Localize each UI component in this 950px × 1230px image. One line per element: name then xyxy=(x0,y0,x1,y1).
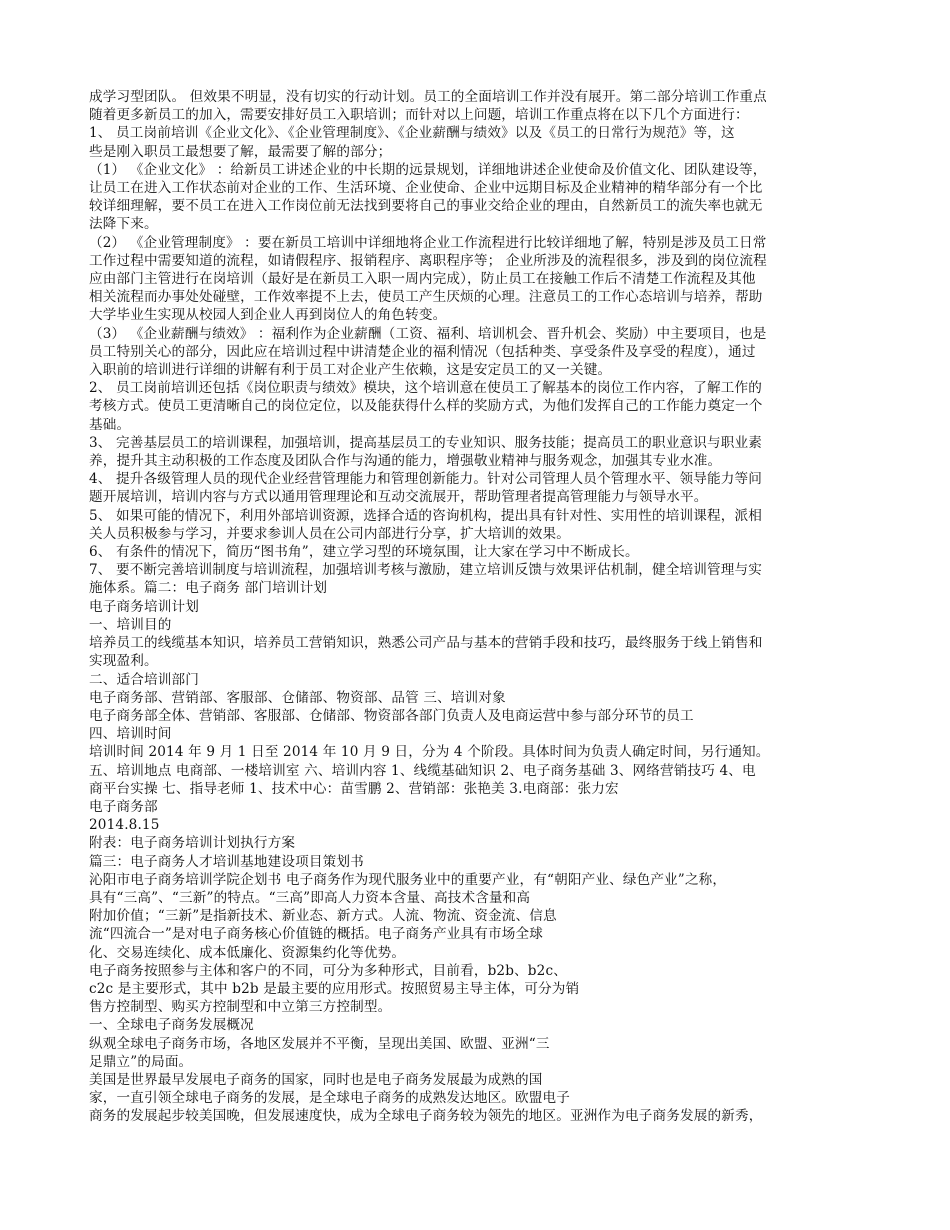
text-line: 纵观全球电子商务市场，各地区发展并不平衡，呈现出美国、欧盟、亚洲“三 xyxy=(89,1035,550,1052)
text-line: 较详细理解，要不员工在进入工作岗位前无法找到要将自己的事业交给企业的理由，自然新员工的流失率也就无 xyxy=(89,198,763,215)
text-line: 相关流程而办事处处碰壁，工作效率提不上去，使员工产生厌烦的心理。注意员工的工作心态培训与培养，帮助 xyxy=(89,289,763,306)
text-line: 关人员积极参与学习，并要求参训人员在公司内部进行分享，扩大培训的效果。 xyxy=(89,525,571,542)
text-line: 2014.8.15 xyxy=(89,817,160,834)
text-line: 法降下来。 xyxy=(89,216,158,233)
text-line: 大学毕业生实现从校园人到企业人再到岗位人的角色转变。 xyxy=(89,307,447,324)
text-line: 入职前的培训进行详细的讲解有利于员工对企业产生依赖，这是安定员工的又一关键。 xyxy=(89,362,612,379)
text-line: 养，提升其主动积极的工作态度及团队合作与沟通的能力，增强敬业精神与服务观念，加强其专业水准。 xyxy=(89,453,722,470)
text-line: 员工特别关心的部分，因此应在培训过程中讲清楚企业的福利情况（包括种类、享受条件及享受的程度），通过 xyxy=(89,343,756,360)
text-line: 四、培训时间 xyxy=(89,726,172,743)
text-line: 随着更多新员工的加入，需要安排好员工入职培训；而针对以上问题，培训工作重点将在以下几个方面进行： xyxy=(89,107,749,124)
text-line: （2） 《企业管理制度》 ：要在新员工培训中详细地将企业工作流程进行比较详细地了解，特别是涉及员工日常 xyxy=(89,234,767,251)
text-line: 工作过程中需要知道的流程，如请假程序、报销程序、离职程序等； 企业所涉及的流程很多，涉及到的岗位流程 xyxy=(89,252,767,269)
text-line: 售方控制型、购买方控制型和中立第三方控制型。 xyxy=(89,999,392,1016)
text-line: 附表：电子商务培训计划执行方案 xyxy=(89,835,296,852)
text-line: 应由部门主管进行在岗培训（最好是在新员工入职一周内完成），防止员工在接触工作后不清楚工作流程及其他 xyxy=(89,271,756,288)
text-line: 沁阳市电子商务培训学院企划书 电子商务作为现代服务业中的重要产业，有“朝阳产业、绿色产业”之称， xyxy=(89,871,727,888)
text-line: 附加价值；“三新”是指新技术、新业态、新方式。人流、物流、资金流、信息 xyxy=(89,908,557,925)
text-line: 电子商务部、营销部、客服部、仓储部、物资部、品管 三、培训对象 xyxy=(89,689,506,706)
text-line: 基础。 xyxy=(89,416,131,433)
text-line: 电子商务按照参与主体和客户的不同，可分为多种形式，目前看，b2b、b2c、 xyxy=(89,962,567,979)
text-line: 成学习型团队。 但效果不明显，没有切实的行动计划。员工的全面培训工作并没有展开。第二部分培训工作重点 xyxy=(89,89,767,105)
text-line: 美国是世界最早发展电子商务的国家，同时也是电子商务发展最为成熟的国 xyxy=(89,1071,543,1088)
text-line: 7、 要不断完善培训制度与培训流程，加强培训考核与激励，建立培训反馈与效果评估机制，健全培训管理与实 xyxy=(89,562,762,579)
text-line: 题开展培训，培训内容与方式以通用管理理论和互动交流展开，帮助管理者提高管理能力与领导水平。 xyxy=(89,489,708,506)
text-line: 足鼎立”的局面。 xyxy=(89,1053,193,1070)
text-line: 电子商务部全体、营销部、客服部、仓储部、物资部各部门负责人及电商运营中参与部分环节的员工 xyxy=(89,707,694,724)
text-line: 些是刚入职员工最想要了解，最需要了解的部分； xyxy=(89,143,392,160)
text-line: 二、适合培训部门 xyxy=(89,671,199,688)
text-line: 篇三：电子商务人才培训基地建设项目策划书 xyxy=(89,853,364,870)
text-line: 五、培训地点 电商部、一楼培训室 六、培训内容 1、线缆基础知识 2、电子商务基础 3、网络营销技巧 4、电 xyxy=(89,762,756,779)
text-line: 电子商务部 xyxy=(89,798,158,815)
text-line: 商平台实操 七、指导老师 1、技术中心：苗雪鹏 2、营销部：张艳美 3.电商部：张力宏 xyxy=(89,780,619,797)
text-line: 培训时间 2014 年 9 月 1 日至 2014 年 10 月 9 日，分为 4 个阶段。具体时间为负责人确定时间，另行通知。 xyxy=(89,744,770,761)
text-line: 5、 如果可能的情况下，利用外部培训资源，选择合适的咨询机构，提出具有针对性、实用性的培训课程，派相 xyxy=(89,507,762,524)
text-line: 让员工在进入工作状态前对企业的工作、生活环境、企业使命、企业中远期目标及企业精神的精华部分有一个比 xyxy=(89,180,763,197)
text-line: 电子商务培训计划 xyxy=(89,598,199,615)
text-line: 3、 完善基层员工的培训课程，加强培训，提高基层员工的专业知识、服务技能；提高员工的职业意识与职业素 xyxy=(89,434,762,451)
text-line: 2、 员工岗前培训还包括《岗位职责与绩效》模块，这个培训意在使员工了解基本的岗位工作内容，了解工作的 xyxy=(89,380,762,397)
text-line: 一、培训目的 xyxy=(89,616,172,633)
text-line: （3） 《企业薪酬与绩效》 ：福利作为企业薪酬（工资、福利、培训机会、晋升机会、奖励）中主要项目，也是 xyxy=(89,325,767,342)
text-line: 商务的发展起步较美国晚，但发展速度快，成为全球电子商务较为领先的地区。亚洲作为电子商务发展的新秀， xyxy=(89,1108,763,1125)
text-line: 一、全球电子商务发展概况 xyxy=(89,1017,254,1034)
text-line: 6、 有条件的情况下，简历“图书角”，建立学习型的环境氛围，让大家在学习中不断成长。 xyxy=(89,544,639,561)
text-line: （1） 《企业文化》 ：给新员工讲述企业的中长期的远景规划，详细地讲述企业使命及价值文化、团队建设等， xyxy=(89,161,767,178)
text-line: 培养员工的线缆基本知识，培养员工营销知识，熟悉公司产品与基本的营销手段和技巧，最终服务于线上销售和 xyxy=(89,635,763,652)
text-line: 1、 员工岗前培训《企业文化》、《企业管理制度》、《企业薪酬与绩效》以及《员工的日常行为规范》等，这 xyxy=(89,125,735,142)
text-line: 实现盈利。 xyxy=(89,653,158,670)
text-line: 施体系。篇二：电子商务 部门培训计划 xyxy=(89,580,328,597)
text-line: c2c 是主要形式，其中 b2b 是最主要的应用形式。按照贸易主导主体，可分为销 xyxy=(89,980,580,997)
text-line: 家，一直引领全球电子商务的发展，是全球电子商务的成熟发达地区。欧盟电子 xyxy=(89,1090,571,1107)
text-line: 考核方式。使员工更清晰自己的岗位定位，以及能获得什么样的奖励方式，为他们发挥自己的工作能力奠定一个 xyxy=(89,398,763,415)
text-line: 化、交易连续化、成本低廉化、资源集约化等优势。 xyxy=(89,944,406,961)
text-line: 4、 提升各级管理人员的现代企业经营管理能力和管理创新能力。针对公司管理人员个管理水平、领导能力等问 xyxy=(89,471,762,488)
text-line: 流“四流合一”是对电子商务核心价值链的概括。电子商务产业具有市场全球 xyxy=(89,926,543,943)
text-line: 具有“三高”、“三新”的特点。“三高”即高人力资本含量、高技术含量和高 xyxy=(89,889,531,906)
